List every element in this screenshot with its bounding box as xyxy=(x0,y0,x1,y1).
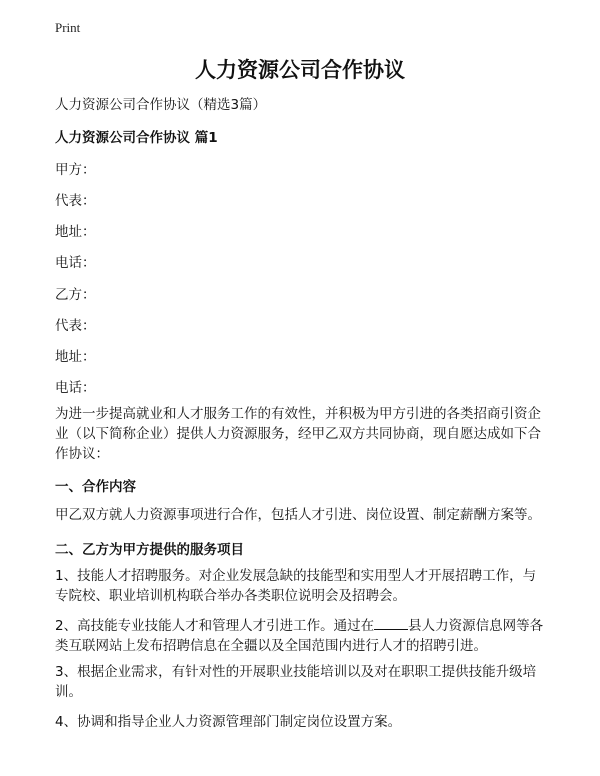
service-item-3: 3、根据企业需求，有针对性的开展职业技能培训以及对在职职工提供技能升级培训。 xyxy=(55,664,537,700)
party-a-address-label: 地址： xyxy=(55,224,96,240)
service-item-4: 4、协调和指导企业人力资源管理部门制定岗位设置方案。 xyxy=(55,714,402,730)
service-item-2 xyxy=(55,616,547,656)
section-1-heading: 一、合作内容 xyxy=(55,479,136,495)
party-a-phone-label: 电话： xyxy=(55,255,96,271)
party-b-representative-label: 代表： xyxy=(55,318,96,334)
party-b-address-label: 地址： xyxy=(55,349,96,365)
chapter-heading: 人力资源公司合作协议 篇1 xyxy=(55,130,218,146)
party-a-label: 甲方： xyxy=(55,162,96,178)
intro-paragraph: 为进一步提高就业和人才服务工作的有效性，并积极为甲方引进的各类招商引资企业（以下简称企业）提供人力资源服务，经甲乙双方共同协商，现自愿达成如下合作协议： xyxy=(55,406,541,462)
fill-in-blank xyxy=(374,617,408,630)
party-a-representative-label: 代表： xyxy=(55,193,96,209)
document-subtitle: 人力资源公司合作协议（精选3篇） xyxy=(55,97,267,113)
document-title: 人力资源公司合作协议 xyxy=(195,58,405,82)
party-b-label: 乙方： xyxy=(55,287,96,303)
service-item-2-text-end: 县人力资源信息网等各类互联网站上发布招聘信息在全疆以及全国范围内进行人才的招聘引进。 xyxy=(55,618,544,654)
service-item-2-text-start: 2、高技能专业技能人才和管理人才引进工作。通过在 xyxy=(55,618,375,634)
print-link[interactable]: Print xyxy=(55,20,81,35)
service-item-1: 1、技能人才招聘服务。对企业发展急缺的技能型和实用型人才开展招聘工作，与专院校、职业培训机构联合举办各类职位说明会及招聘会。 xyxy=(55,568,537,604)
section-2-heading: 二、乙方为甲方提供的服务项目 xyxy=(55,542,244,558)
party-b-phone-label: 电话： xyxy=(55,380,96,396)
section-1-paragraph: 甲乙双方就人力资源事项进行合作，包括人才引进、岗位设置、制定薪酬方案等。 xyxy=(55,507,541,523)
